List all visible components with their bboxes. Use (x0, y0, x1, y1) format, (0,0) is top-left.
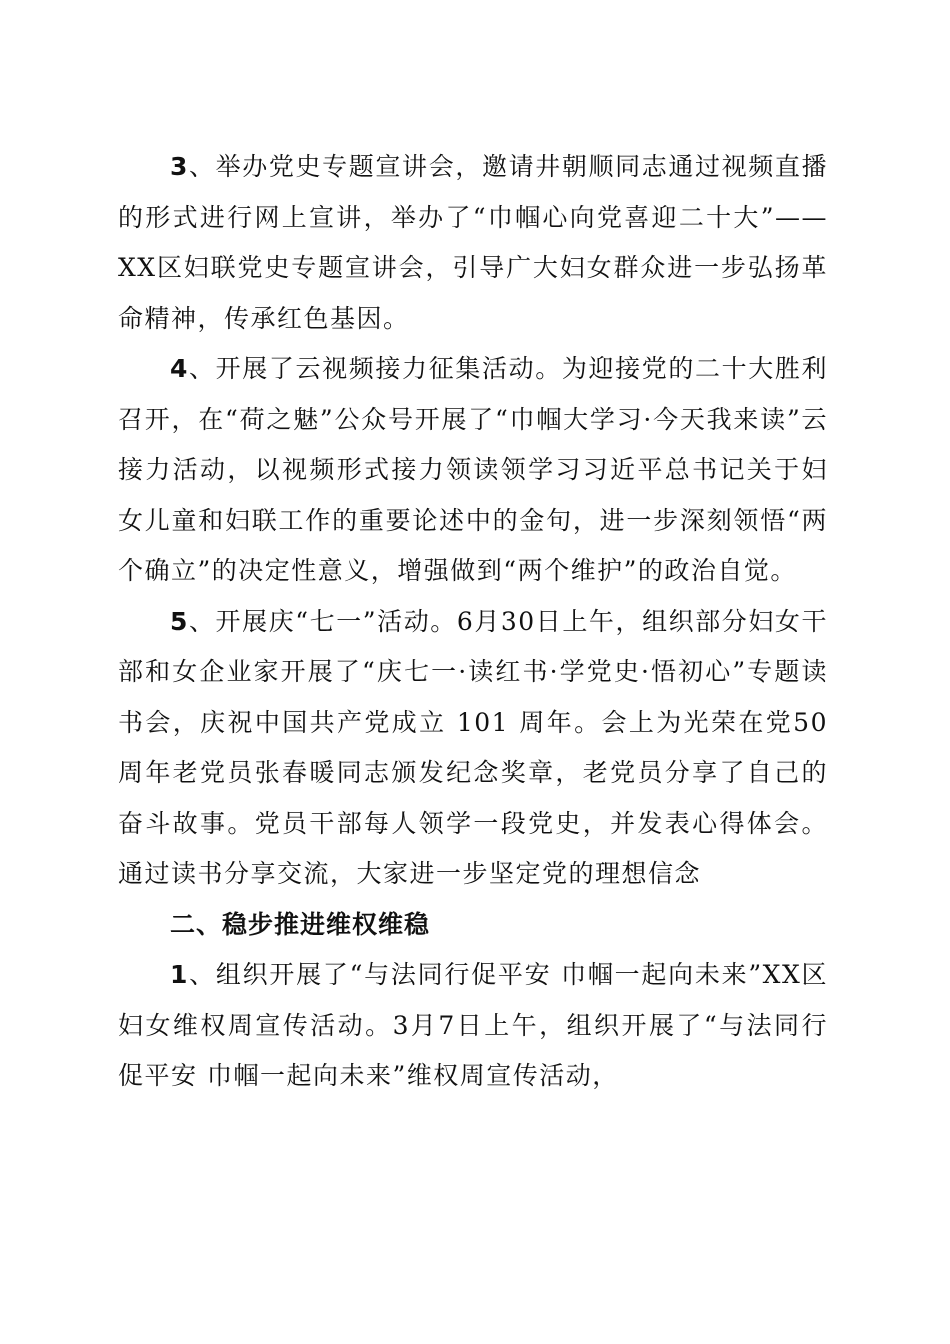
section-heading: 二、稳步推进维权维稳 (170, 909, 431, 939)
paragraph-item-4 (118, 344, 828, 597)
document-body (118, 142, 828, 1102)
paragraph-text: 、开展了云视频接力征集活动。为迎接党的二十大胜利召开，在“荷之魅”公众号开展了“巾帼大学习·今天我来读”云接力活动，以视频形式接力领读领学习习近平总书记关于妇女儿童和妇联工作的重要论述中的金句，进一步深刻领悟“两个确立”的决定性意义，增强做到“两个维护”的政治自觉。 (118, 354, 828, 585)
item-number: 4 (170, 354, 189, 383)
paragraph-item-5 (118, 597, 828, 900)
paragraph-text: 、组织开展了“与法同行促平安 巾帼一起向未来”XX区妇女维权周宣传活动。3月7日上午，组织开展了“与法同行促平安 巾帼一起向未来”维权周宣传活动， (118, 960, 828, 1090)
paragraph-item-3 (118, 142, 828, 344)
paragraph-text: 、举办党史专题宣讲会，邀请井朝顺同志通过视频直播的形式进行网上宣讲，举办了“巾帼心向党喜迎二十大”——XX区妇联党史专题宣讲会，引导广大妇女群众进一步弘扬革命精神，传承红色基因。 (118, 152, 828, 333)
paragraph-text: 、开展庆“七一”活动。6月30日上午，组织部分妇女干部和女企业家开展了“庆七一·读红书·学党史·悟初心”专题读书会，庆祝中国共产党成立 101 周年。会上为光荣在党50周年老党员张春暖同志颁发纪念奖章，老党员分享了自己的奋斗故事。党员干部每人领学一段党史，并发表心得体会。通过读书分享交流，大家进一步坚定党的理想信念 (118, 606, 828, 888)
paragraph-item-1 (118, 950, 828, 1102)
item-number: 5 (170, 606, 189, 636)
item-number: 3 (170, 152, 189, 181)
item-number: 1 (170, 960, 189, 989)
